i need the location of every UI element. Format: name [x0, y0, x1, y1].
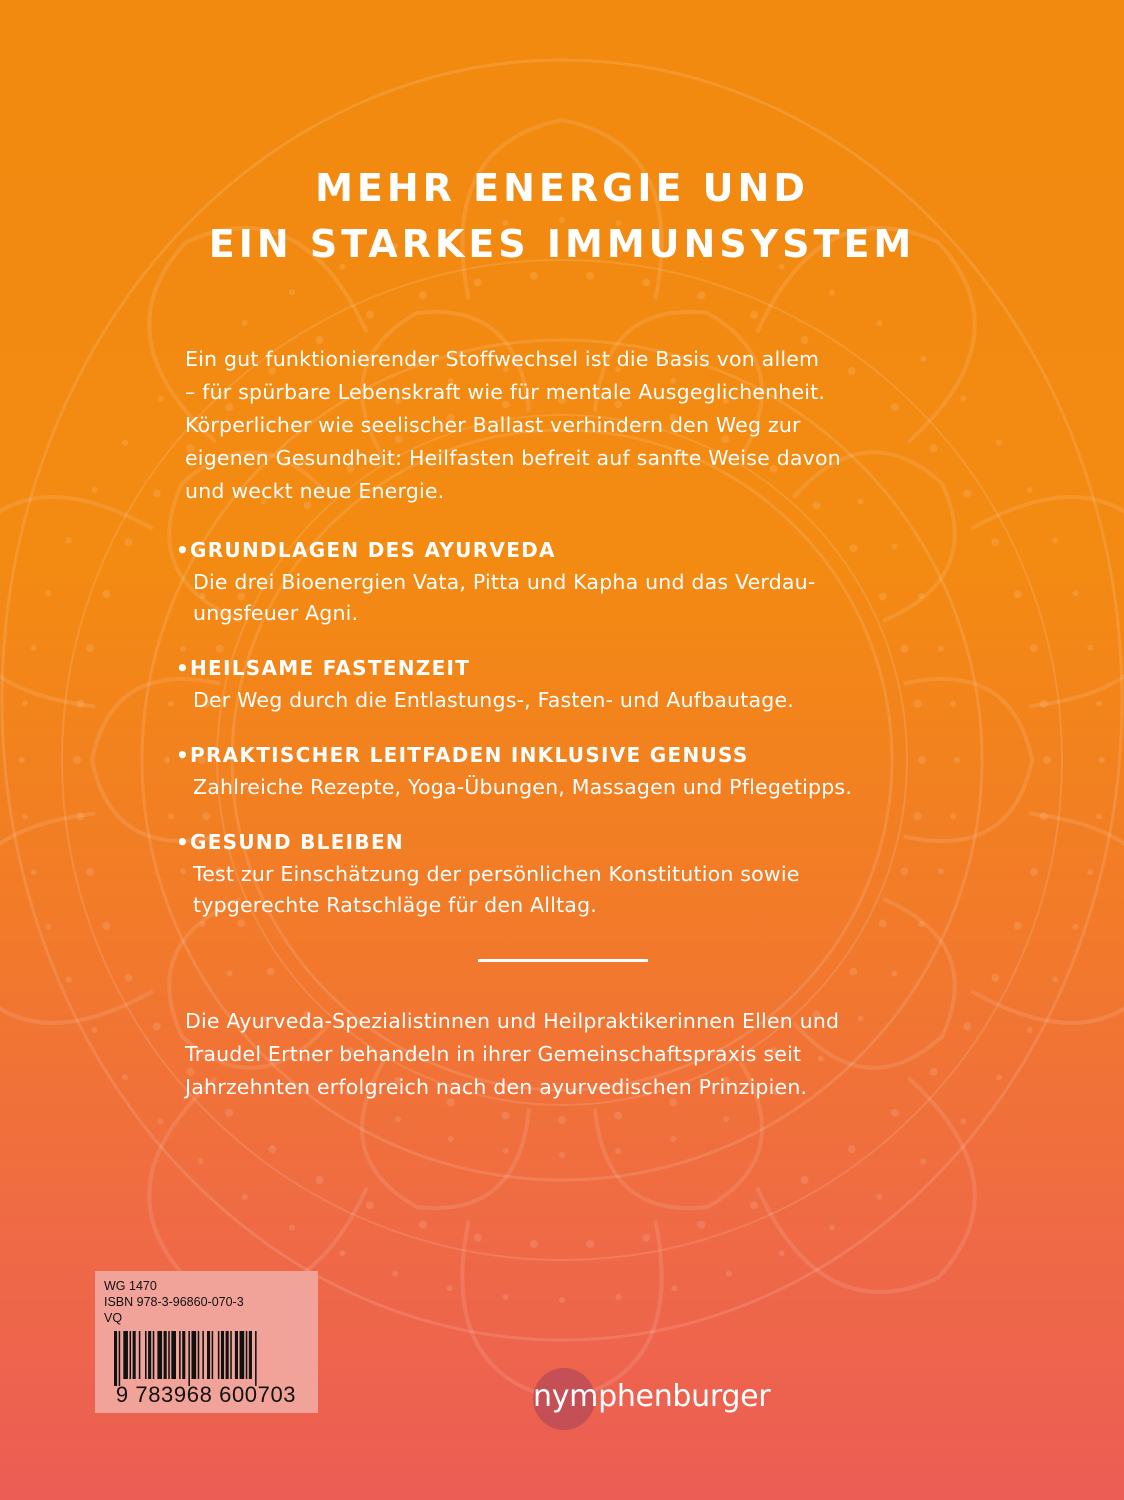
mandala-dot: [242, 1194, 248, 1200]
barcode-bar: [130, 1331, 132, 1379]
barcode-bar: [114, 1331, 117, 1386]
mandala-dot: [419, 1221, 427, 1229]
bullet-icon: •: [176, 830, 191, 854]
feature-description: [176, 685, 966, 716]
mandala-dot: [474, 1234, 482, 1242]
mandala-dot: [73, 756, 81, 764]
mandala-dot: [848, 1145, 856, 1153]
barcode-bar: [153, 1331, 155, 1379]
mandala-dot: [1030, 868, 1038, 876]
bullet-icon: •: [176, 656, 191, 680]
mandala-dot: [642, 1234, 650, 1242]
mandala-dot: [76, 812, 84, 820]
mandala-dot: [66, 977, 72, 983]
barcode-bar: [198, 1331, 200, 1379]
barcode-bar: [164, 1331, 167, 1379]
mandala-dot: [91, 487, 97, 493]
mandala-dot: [920, 1158, 926, 1164]
barcode-bar: [139, 1331, 141, 1379]
barcode-bar: [255, 1331, 257, 1386]
mandala-dot: [801, 1176, 809, 1184]
barcode-bar: [202, 1331, 204, 1379]
mandala-dot: [996, 440, 1002, 446]
mandala-dot: [1030, 644, 1038, 652]
mandala-dot: [19, 757, 25, 763]
bullet-icon: •: [176, 743, 191, 767]
mandala-dot: [339, 1250, 345, 1256]
barcode-bar: [157, 1331, 162, 1379]
barcode-bar: [148, 1331, 151, 1379]
mandala-dot: [586, 272, 594, 280]
mandala-dot: [268, 1145, 276, 1153]
mandala-dot: [530, 1240, 538, 1248]
mandala-dot: [502, 1112, 510, 1120]
feature-title: HEILSAME FASTENZEIT: [190, 656, 471, 680]
barcode-bar: [230, 1331, 232, 1379]
mandala-dot: [227, 971, 233, 977]
mandala-dot: [102, 590, 110, 598]
intro-line: – für spürbare Lebenskraft wie für mentale Ausgeglichenheit.: [185, 380, 826, 404]
mandala-dot: [996, 1074, 1002, 1080]
barcode-bar: [246, 1331, 248, 1379]
wg-number: WG 1470: [104, 1279, 157, 1293]
mandala-dot: [289, 1225, 295, 1231]
barcode-bar: [133, 1331, 136, 1379]
author-text: [185, 1005, 985, 1104]
mandala-dot: [289, 289, 295, 295]
feature-heading: [176, 825, 966, 859]
mandala-dot: [614, 1112, 622, 1120]
barcode-bar: [145, 1331, 147, 1379]
mandala-dot: [102, 922, 110, 930]
mandala-dot: [86, 868, 94, 876]
feature-title: GRUNDLAGEN DES AYURVEDA: [190, 538, 556, 562]
mandala-dot: [31, 869, 37, 875]
mandala-dot: [559, 1152, 565, 1158]
barcode-bar: [212, 1331, 214, 1379]
mandala-dot: [153, 489, 161, 497]
barcode-bar: [240, 1331, 245, 1379]
barcode-bar: [192, 1331, 197, 1379]
mandala-dot: [726, 1271, 732, 1277]
feature-heading: [176, 738, 966, 772]
mandala-dot: [750, 311, 758, 319]
barcode-bar: [119, 1331, 121, 1386]
mandala-dot: [1096, 701, 1102, 707]
isbn-number: ISBN 978-3-96860-070-3: [104, 1295, 244, 1309]
barcode-bar: [226, 1331, 229, 1379]
intro-line: eigenen Gesundheit: Heilfasten befreit auf sanfte Weise davon: [185, 446, 841, 470]
mandala-dot: [316, 1176, 324, 1184]
mandala-dot: [31, 645, 37, 651]
mandala-dot: [1027, 487, 1033, 493]
feature-line: Der Weg durch die Entlastungs-, Fasten- und Aufbautage.: [193, 688, 794, 712]
mandala-dot: [849, 968, 857, 976]
title-line-1: MEHR ENERGIE UND: [315, 166, 809, 210]
barcode: [114, 1331, 304, 1386]
mandala-dot: [125, 538, 133, 546]
mandala-petal: [971, 497, 1124, 706]
mandala-dot: [45, 924, 51, 930]
mandala-dot: [45, 590, 51, 596]
mandala-dot: [242, 320, 248, 326]
mandala-dot: [1073, 924, 1079, 930]
mandala-dot: [697, 1221, 705, 1229]
bullet-icon: •: [176, 538, 191, 562]
mandala-dot: [1096, 813, 1102, 819]
mandala-dot: [419, 291, 427, 299]
mandala-dot: [198, 1158, 204, 1164]
mandala-dot: [963, 489, 971, 497]
feature-item: [176, 738, 966, 803]
mandala-dot: [891, 971, 897, 977]
mandala-dot: [76, 700, 84, 708]
mandala-dot: [1073, 590, 1079, 596]
mandala-dot: [158, 1118, 164, 1124]
mandala-dot: [392, 1271, 398, 1277]
mandala-dot: [168, 813, 174, 819]
mandala-dot: [66, 537, 72, 543]
mandala-dot: [22, 813, 28, 819]
intro-line: Ein gut funktionierender Stoffwechsel ist die Basis von allem: [185, 347, 820, 371]
mandala-dot: [1087, 645, 1093, 651]
mandala-dot: [991, 538, 999, 546]
mandala-dot: [158, 396, 164, 402]
publisher-name: nymphenburger: [533, 1379, 771, 1414]
mandala-dot: [164, 757, 170, 763]
mandala-dot: [671, 1285, 677, 1291]
author-line: Traudel Ertner behandeln in ihrer Gemeinschaftspraxis seit: [185, 1042, 802, 1066]
mandala-dot: [366, 1201, 374, 1209]
mandala-dot: [448, 1136, 454, 1142]
mandala-dot: [1040, 700, 1048, 708]
mandala-dot: [697, 291, 705, 299]
barcode-number: 9 783968 600703: [115, 1382, 297, 1407]
feature-list: [176, 533, 966, 943]
feature-line: Die drei Bioenergien Vata, Pitta und Kapha und das Verdau-: [193, 570, 816, 594]
feature-item: [176, 533, 966, 629]
mandala-dot: [1099, 757, 1105, 763]
barcode-bar: [207, 1331, 210, 1379]
barcode-bar: [123, 1331, 128, 1379]
mandala-dot: [642, 278, 650, 286]
mandala-dot: [86, 644, 94, 652]
mandala-dot: [503, 1294, 509, 1300]
author-line: Die Ayurveda-Spezialistinnen und Heilpraktikerinnen Ellen und: [185, 1009, 840, 1033]
mandala-dot: [960, 1118, 966, 1124]
mandala-dot: [1052, 977, 1058, 983]
mandala-dot: [1014, 590, 1022, 598]
mandala-dot: [1087, 869, 1093, 875]
mandala-dot: [891, 1109, 899, 1117]
barcode-bar: [179, 1331, 181, 1379]
barcode-bar: [249, 1331, 252, 1379]
feature-title: PRAKTISCHER LEITFADEN INKLUSIVE GENUSS: [190, 743, 749, 767]
mandala-dot: [22, 701, 28, 707]
mandala-dot: [960, 396, 966, 402]
feature-item: [176, 651, 966, 716]
mandala-dot: [125, 974, 133, 982]
divider-line: [478, 959, 648, 962]
mandala-dot: [558, 1116, 566, 1124]
feature-line: Test zur Einschätzung der persönlichen Konstitution sowie: [193, 862, 800, 886]
feature-title: GESUND BLEIBEN: [190, 830, 404, 854]
feature-line: ungsfeuer Agni.: [193, 601, 359, 625]
mandala-dot: [779, 1250, 785, 1256]
feature-line: Zahlreiche Rezepte, Yoga-Übungen, Massagen und Pflegetipps.: [193, 775, 853, 799]
mandala-dot: [1052, 537, 1058, 543]
mandala-dot: [530, 272, 538, 280]
author-line: Jahrzehnten erfolgreich nach den ayurvedischen Prinzipien.: [185, 1075, 808, 1099]
mandala-dot: [586, 1240, 594, 1248]
mandala-dot: [750, 1201, 758, 1209]
mandala-petal: [149, 1078, 367, 1292]
mandala-dot: [1014, 922, 1022, 930]
mandala-petal: [971, 814, 1124, 1023]
barcode-bar: [188, 1331, 190, 1386]
feature-heading: [176, 533, 966, 567]
label-code: VQ: [104, 1311, 123, 1325]
mandala-petal: [757, 1078, 975, 1292]
mandala-dot: [168, 701, 174, 707]
feature-heading: [176, 651, 966, 685]
feature-description: [176, 772, 966, 803]
title-line-2: EIN STARKES IMMUNSYSTEM: [208, 222, 916, 266]
mandala-petal: [0, 497, 153, 706]
mandala-dot: [991, 974, 999, 982]
mandala-dot: [670, 1136, 676, 1142]
intro-line: und weckt neue Energie.: [185, 479, 445, 503]
mandala-dot: [1027, 1027, 1033, 1033]
mandala-petal: [0, 814, 153, 1023]
mandala-dot: [395, 1116, 401, 1122]
cover-title: [0, 160, 1124, 272]
mandala-dot: [829, 289, 835, 295]
mandala-dot: [876, 320, 882, 326]
mandala-dot: [723, 1116, 729, 1122]
mandala-dot: [615, 1294, 621, 1300]
mandala-dot: [153, 1023, 161, 1031]
mandala-dot: [876, 1194, 882, 1200]
mandala-dot: [474, 278, 482, 286]
mandala-dot: [91, 1027, 97, 1033]
mandala-dot: [225, 1109, 233, 1117]
intro-text: [185, 343, 955, 508]
mandala-dot: [122, 440, 128, 446]
feature-description: [176, 567, 966, 629]
mandala-dot: [267, 968, 275, 976]
intro-line: Körperlicher wie seelischer Ballast verhindern den Weg zur: [185, 413, 801, 437]
mandala-dot: [1043, 756, 1051, 764]
barcode-bar: [182, 1331, 185, 1379]
mandala-dot: [559, 1297, 565, 1303]
mandala-dot: [829, 1225, 835, 1231]
mandala-dot: [615, 1148, 621, 1154]
mandala-dot: [447, 1285, 453, 1291]
barcode-bar: [171, 1331, 176, 1379]
feature-description: [176, 859, 966, 921]
mandala-dot: [366, 311, 374, 319]
barcode-bar: [168, 1331, 170, 1379]
barcode-bar: [235, 1331, 238, 1379]
feature-line: typgerechte Ratschläge für den Alltag.: [193, 893, 597, 917]
publisher-logo: [525, 1368, 825, 1430]
barcode-bar: [221, 1331, 224, 1379]
mandala-dot: [122, 1074, 128, 1080]
feature-item: [176, 825, 966, 921]
barcode-bar: [218, 1331, 220, 1379]
mandala-dot: [1040, 812, 1048, 820]
mandala-dot: [503, 1148, 509, 1154]
